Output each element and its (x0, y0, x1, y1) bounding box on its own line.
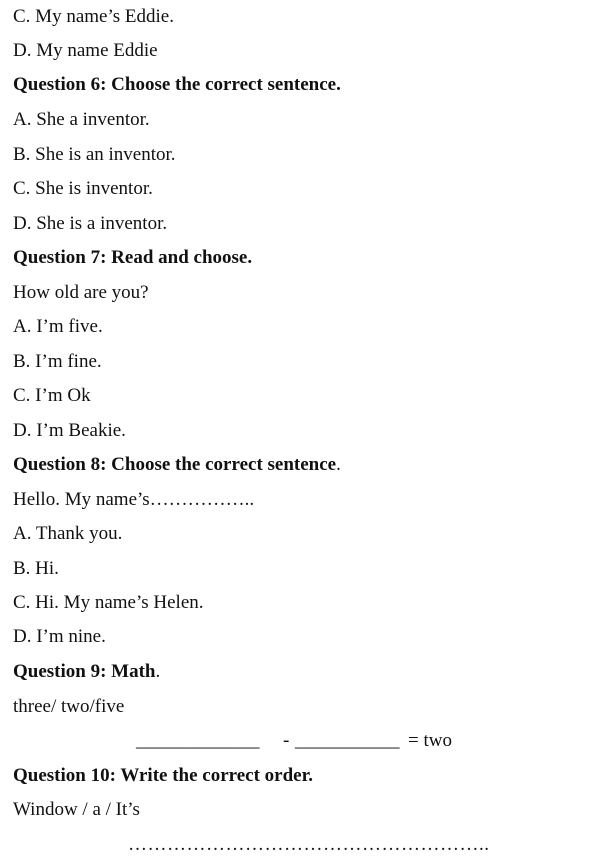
option-c-eddie: C. My name’s Eddie. (13, 6, 174, 27)
question-9-minus-sign: - (283, 730, 290, 751)
question-8-heading: Question 8: Choose the correct sentence (13, 454, 337, 475)
question-10-answer-line: ……………………………………………….. (128, 834, 490, 855)
question-7-option-a: A. I’m five. (13, 316, 103, 337)
question-8-option-c: C. Hi. My name’s Helen. (13, 592, 204, 613)
question-8-heading-period: . (336, 454, 341, 475)
question-6-option-b: B. She is an inventor. (13, 144, 176, 165)
question-6-option-a: A. She a inventor. (13, 109, 150, 130)
question-6-option-d: D. She is a inventor. (13, 213, 168, 234)
question-9-heading: Question 9: Math (13, 661, 156, 682)
question-8-option-b: B. Hi. (13, 558, 59, 579)
question-8-prompt: Hello. My name’s…………….. (13, 489, 255, 510)
option-d-eddie: D. My name Eddie (13, 40, 158, 61)
question-9-blank-1: _____________ (136, 730, 260, 751)
question-8-option-a: A. Thank you. (13, 523, 123, 544)
question-7-heading: Question 7: Read and choose. (13, 247, 253, 268)
question-10-prompt: Window / a / It’s (13, 799, 140, 820)
question-9-heading-period: . (155, 661, 161, 682)
question-8-option-d: D. I’m nine. (13, 626, 106, 647)
question-10-heading: Question 10: Write the correct order. (13, 765, 314, 786)
question-6-heading: Question 6: Choose the correct sentence. (13, 74, 341, 95)
question-9-prompt: three/ two/five (13, 696, 125, 717)
question-7-prompt: How old are you? (13, 282, 149, 303)
question-7-option-b: B. I’m fine. (13, 351, 102, 372)
question-7-option-d: D. I’m Beakie. (13, 420, 126, 441)
question-9-heading-row (13, 662, 160, 681)
question-7-option-c: C. I’m Ok (13, 385, 91, 406)
question-9-blank-2: ___________ (295, 730, 400, 751)
question-6-option-c: C. She is inventor. (13, 178, 153, 199)
question-8-heading-row (13, 455, 341, 474)
question-9-result: = two (408, 730, 452, 751)
